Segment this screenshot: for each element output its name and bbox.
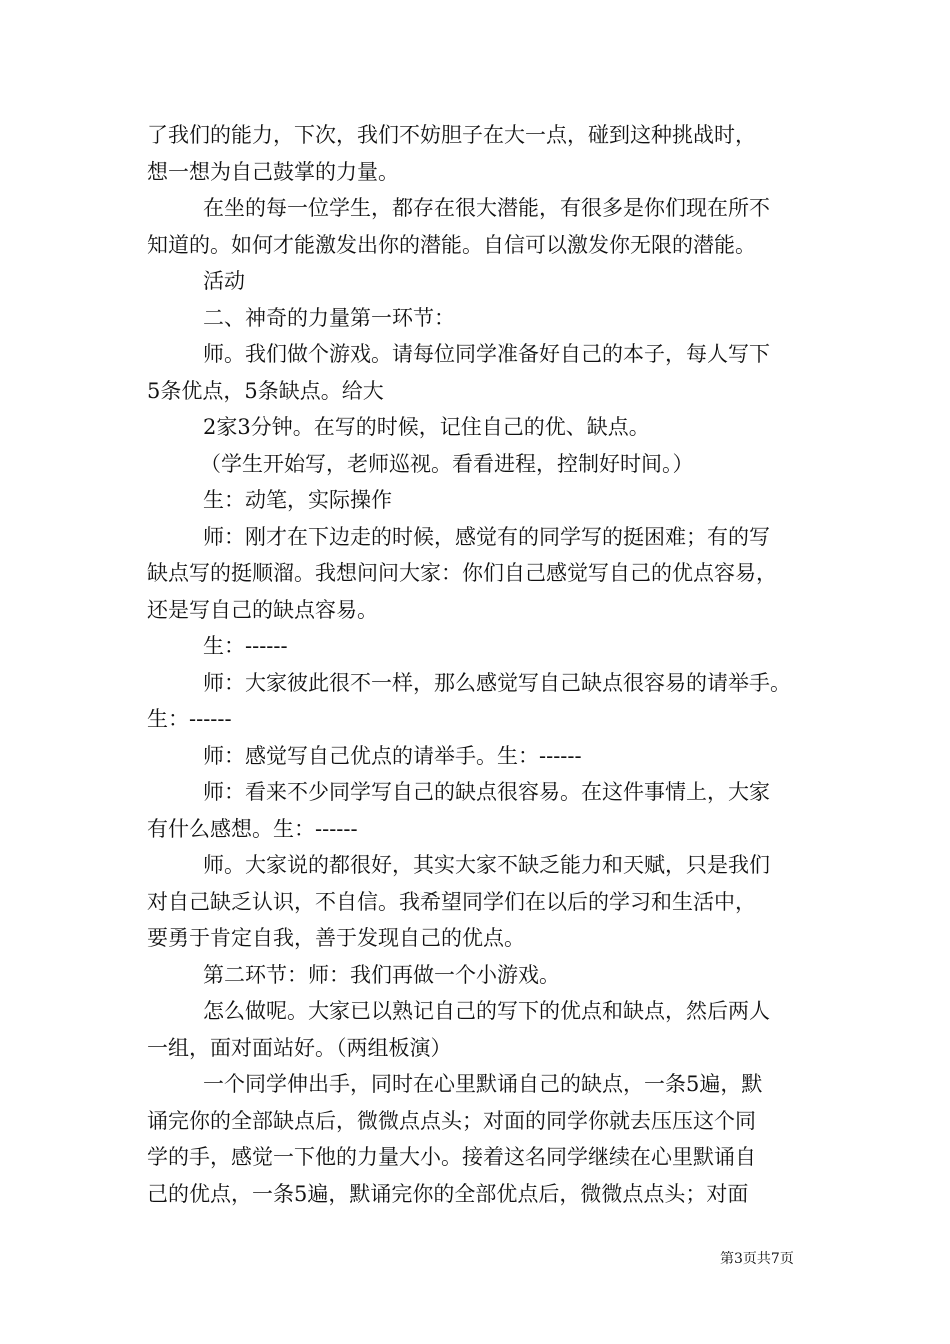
page-number-footer: 第3页共7页 [720, 1251, 794, 1267]
document-body [147, 117, 817, 1212]
text-line: 在坐的每一位学生，都存在很大潜能，有很多是你们现在所不 [203, 196, 770, 220]
text-line: 学的手，感觉一下他的力量大小。接着这名同学继续在心里默诵自 [147, 1145, 756, 1169]
text-line: 师：大家彼此很不一样，那么感觉写自己缺点很容易的请举手。 [203, 670, 791, 695]
text-line: 知道的。如何才能激发出你的潜能。自信可以激发你无限的潜能。 [147, 232, 756, 257]
text-line: 生：动笔，实际操作 [203, 488, 392, 512]
text-line: 了我们的能力，下次，我们不妨胆子在大一点，碰到这种挑战时， [147, 123, 756, 147]
text-line: 生：------ [203, 634, 288, 658]
text-line: 怎么做呢。大家已以熟记自己的写下的优点和缺点，然后两人 [203, 999, 770, 1023]
text-line: 师。大家说的都很好，其实大家不缺乏能力和天赋，只是我们 [203, 853, 770, 877]
text-line: 想一想为自己鼓掌的力量。 [147, 159, 399, 184]
text-line: 一个同学伸出手，同时在心里默诵自己的缺点，一条5遍，默 [203, 1072, 763, 1096]
text-line: 第二环节：师：我们再做一个小游戏。 [203, 962, 560, 987]
text-line: 二、神奇的力量第一环节： [203, 305, 455, 330]
text-line: 5条优点，5条缺点。给大 [147, 378, 384, 403]
text-line: 有什么感想。生：------ [147, 816, 358, 841]
text-line: 师：感觉写自己优点的请举手。生：------ [203, 743, 582, 768]
text-line: 师：刚才在下边走的时候，感觉有的同学写的挺困难；有的写 [203, 524, 770, 549]
text-line: （学生开始写，老师巡视。看看进程，控制好时间。） [200, 451, 694, 476]
text-line: 诵完你的全部缺点后，微微点点头；对面的同学你就去压压这个同 [147, 1108, 756, 1133]
text-line: 缺点写的挺顺溜。我想问问大家：你们自己感觉写自己的优点容易， [147, 561, 777, 585]
text-line: 活动 [203, 269, 245, 293]
text-line: 师：看来不少同学写自己的缺点很容易。在这件事情上，大家 [203, 780, 770, 804]
text-line: 还是写自己的缺点容易。 [147, 597, 378, 622]
text-line: 对自己缺乏认识，不自信。我希望同学们在以后的学习和生活中， [147, 889, 756, 914]
text-line: 要勇于肯定自我，善于发现自己的优点。 [147, 926, 525, 950]
text-line: 师。我们做个游戏。请每位同学准备好自己的本子，每人写下 [203, 342, 770, 366]
text-line: 生：------ [147, 707, 232, 731]
text-line: 一组，面对面站好。（两组板演） [147, 1035, 452, 1060]
text-line: 己的优点，一条5遍，默诵完你的全部优点后，微微点点头；对面 [147, 1181, 749, 1206]
text-line: 2家3分钟。在写的时候，记住自己的优、缺点。 [203, 415, 650, 439]
